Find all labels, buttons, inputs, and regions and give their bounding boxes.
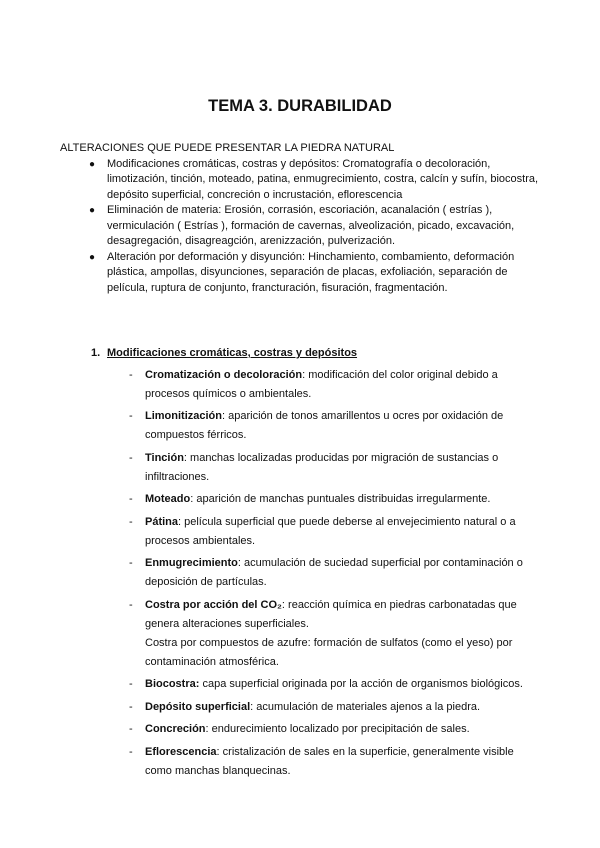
- list-item-text: Modificaciones cromáticas, costras y depósitos: Cromatografía o decoloración, limotización, tinción, moteado, patina, enmugrecimiento, costra, calcín y sufín, biocostra, depósito superficial, concreción o incrustación, eflorescencia: [107, 157, 539, 201]
- dash-icon: -: [129, 451, 133, 464]
- definition: : reacción química en piedras carbonatadas que genera alteraciones superficiales.: [145, 598, 517, 630]
- definition: capa superficial originada por la acción de organismos biológicos.: [199, 678, 523, 690]
- list-item: [91, 407, 541, 445]
- term: Depósito superficial: [145, 700, 251, 713]
- list-item: [91, 490, 541, 509]
- section-1: [91, 346, 541, 784]
- dash-icon: -: [129, 557, 133, 569]
- page-title: TEMA 3. DURABILIDAD: [208, 97, 392, 115]
- dash-icon: -: [129, 678, 133, 690]
- section-heading: [91, 346, 541, 362]
- section-number: 1.: [91, 347, 101, 359]
- dash-icon: -: [129, 598, 133, 611]
- list-item: [91, 554, 541, 592]
- list-item-text: Alteración por deformación y disyunción: Hinchamiento, combamiento, deformación plástica, ampollas, disyunciones, separación de placas, exfoliación, separación de película, ruptura de conjunto, francturación, fisuración, fragmentación.: [107, 250, 515, 294]
- term: Tinción: [145, 451, 184, 464]
- term: Biocostra:: [145, 678, 200, 690]
- dash-icon: -: [129, 410, 133, 422]
- list-item: [89, 157, 540, 204]
- definition: : acumulación de suciedad superficial por contaminación o deposición de partículas.: [145, 557, 523, 588]
- list-item: [91, 449, 541, 487]
- definition: : aparición de tonos amarillentos u ocres por oxidación de compuestos férricos.: [145, 410, 504, 441]
- list-item: [89, 250, 540, 297]
- list-item: [91, 366, 541, 404]
- list-item: [91, 596, 541, 672]
- bullet-icon: ●: [89, 158, 96, 170]
- dash-icon: -: [129, 368, 133, 381]
- definition: : manchas localizadas producidas por migración de sustancias o infiltraciones.: [145, 451, 499, 483]
- intro-bullet-list: [60, 157, 540, 297]
- list-item: [89, 203, 540, 250]
- list-item: [91, 720, 541, 739]
- section-title: Modificaciones cromáticas, costras y depósitos: [107, 347, 358, 359]
- dash-icon: -: [129, 745, 133, 758]
- dash-icon: -: [129, 723, 133, 735]
- dash-icon: -: [129, 700, 133, 713]
- term: Moteado: [145, 493, 191, 505]
- dash-icon: -: [129, 515, 133, 528]
- list-item: [91, 513, 541, 551]
- list-item: [91, 675, 541, 694]
- term: Pátina: [145, 515, 179, 528]
- definition-list: [91, 366, 541, 781]
- list-item: [91, 698, 541, 717]
- dash-icon: -: [129, 493, 133, 505]
- term: Cromatización o decoloración: [145, 368, 303, 381]
- intro-block: [60, 141, 540, 296]
- bullet-icon: ●: [89, 205, 96, 216]
- definition: : aparición de manchas puntuales distribuidas irregularmente.: [190, 493, 491, 505]
- term: Enmugrecimiento: [145, 557, 238, 569]
- term: Eflorescencia: [145, 745, 217, 758]
- term: Costra por acción del CO₂: [145, 598, 282, 611]
- list-item-text: Eliminación de materia: Erosión, corrasión, escoriación, acanalación ( estrías ), vermiculación ( Estrías ), formación de cavernas, alveolización, picado, excavación, desagregación, disagreagción, arenizzación, pulverización.: [107, 204, 515, 247]
- definition: : acumulación de materiales ajenos a la piedra.: [250, 700, 481, 713]
- definition: : endurecimiento localizado por precipitación de sales.: [205, 723, 470, 735]
- intro-heading: ALTERACIONES QUE PUEDE PRESENTAR LA PIEDRA NATURAL: [60, 142, 395, 154]
- term: Limonitización: [145, 410, 222, 422]
- definition: : modificación del color original debido a procesos químicos o ambientales.: [145, 368, 498, 400]
- definition-extra: Costra por compuestos de azufre: formación de sulfatos (como el yeso) por contaminación atmosférica.: [145, 636, 513, 668]
- bullet-icon: ●: [89, 251, 96, 263]
- definition: : cristalización de sales en la superficie, generalmente visible como manchas blanquecinas.: [145, 745, 514, 777]
- term: Concreción: [145, 723, 206, 735]
- definition: : película superficial que puede deberse al envejecimiento natural o a procesos ambientales.: [145, 515, 516, 547]
- list-item: [91, 743, 541, 781]
